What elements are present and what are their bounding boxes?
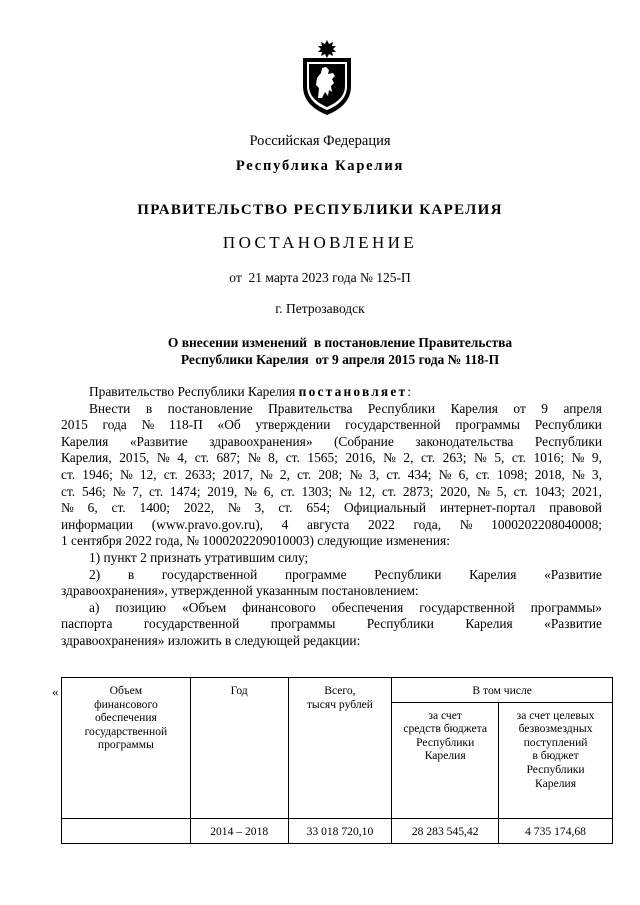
- body-word: апреля: [563, 400, 602, 416]
- body-word: ст.: [163, 466, 178, 482]
- body-word: ст.: [194, 450, 209, 466]
- body-word: ст.: [61, 483, 76, 499]
- body-word: «Об: [217, 417, 241, 433]
- body-word: 2019,: [207, 483, 238, 499]
- body-word: законодательства: [415, 433, 514, 449]
- body-word: 118-П: [169, 417, 203, 433]
- cell-year: 2014 – 2018: [190, 819, 288, 844]
- body-word: здравоохранения»: [209, 433, 313, 449]
- body-word: №: [227, 500, 241, 516]
- body-word: года: [102, 417, 127, 433]
- body-word: 2022,: [183, 500, 214, 516]
- body-word: 7,: [132, 483, 143, 499]
- body-word: здравоохранения»: [61, 632, 168, 648]
- body-word: №: [477, 483, 490, 499]
- body-word: №: [186, 533, 203, 549]
- body-word: августа: [307, 516, 350, 532]
- body-word: здравоохранения»,: [61, 583, 172, 599]
- body-word: паспорта: [61, 616, 113, 632]
- body-word: ст.: [475, 466, 490, 482]
- cell-grants: 4 735 174,68: [499, 819, 613, 844]
- body-word: государственной: [419, 599, 515, 615]
- body-word: №: [259, 466, 273, 482]
- body-word: следующей: [234, 632, 304, 648]
- body-word: №: [459, 516, 473, 532]
- body-word: ст.: [511, 450, 527, 466]
- body-word: информации: [61, 516, 134, 532]
- body-word: 434;: [407, 466, 432, 482]
- body-word: Республики: [367, 400, 436, 416]
- body-word: 6,: [263, 483, 274, 499]
- body-word: 2021,: [571, 483, 602, 499]
- body-word: государственной: [161, 566, 258, 582]
- body-word: Внести: [89, 400, 131, 416]
- body-word: №: [112, 483, 126, 499]
- body-word: 1043;: [534, 483, 566, 499]
- body-word: 5,: [494, 450, 505, 466]
- body-word: редакции:: [303, 632, 361, 648]
- body-word: пункт: [103, 549, 141, 565]
- body-line: [61, 500, 602, 517]
- body-word: изложить: [167, 632, 225, 648]
- body-word: года,: [413, 516, 442, 532]
- header-regional-budget: за счет средств бюджета Республики Карелия: [392, 702, 499, 818]
- body-word: ст.: [297, 466, 312, 482]
- body-word: Карелия: [450, 400, 498, 416]
- body-word: государственной: [143, 616, 240, 632]
- body-word: 6,: [87, 500, 98, 516]
- body-word: ст.: [280, 483, 295, 499]
- body-line: [61, 533, 602, 550]
- body-word: Карелия,: [61, 450, 112, 466]
- body-word: в: [145, 400, 153, 416]
- body-word: 2022: [368, 516, 395, 532]
- body-word: №: [438, 466, 452, 482]
- body-word: 2022: [125, 533, 156, 549]
- body-word: №: [119, 466, 133, 482]
- body-word: «Объем: [182, 599, 227, 615]
- body-word: 263;: [442, 450, 467, 466]
- body-word: интернет-портал: [439, 500, 536, 516]
- body-line: [61, 567, 602, 584]
- body-word: 2015,: [119, 450, 150, 466]
- subject-line: Республики Карелия от 9 апреля 2015 года № 118-П: [180, 352, 500, 367]
- body-word: 5,: [496, 483, 507, 499]
- body-word: от: [513, 400, 526, 416]
- preamble-colon: :: [407, 384, 412, 399]
- body-word: 2015: [61, 417, 88, 433]
- body-word: Республики: [534, 417, 602, 433]
- body-word: постановлением:: [321, 583, 419, 599]
- body-line: [61, 417, 602, 434]
- body-word: утвержденной: [171, 583, 257, 599]
- body-word: ст.: [513, 483, 528, 499]
- body-line: [61, 517, 602, 534]
- body-word: признать: [150, 549, 205, 565]
- body-word: сентября: [71, 533, 126, 549]
- body-word: 2): [89, 566, 101, 582]
- body-word: ст.: [381, 483, 397, 499]
- body-word: Карелия: [465, 616, 513, 632]
- body-word: 6,: [458, 466, 469, 482]
- body-word: 654;: [306, 500, 331, 516]
- body-line: [61, 467, 602, 484]
- table-header-row: [62, 678, 613, 703]
- body-word: ст.: [111, 500, 126, 516]
- body-word: утратившим: [204, 549, 279, 565]
- header-year: Год: [190, 678, 288, 819]
- body-word: 1098;: [497, 466, 528, 482]
- preamble-text: Правительство Республики Карелия: [89, 384, 299, 399]
- body-word: 3,: [369, 466, 380, 482]
- body-word: ст.: [420, 450, 436, 466]
- body-word: следующие: [317, 533, 386, 549]
- body-word: ст.: [386, 466, 401, 482]
- body-word: №: [247, 450, 261, 466]
- cell-empty: [62, 819, 191, 844]
- body-line: [61, 401, 602, 418]
- table-open-quote: «: [52, 684, 59, 699]
- body-word: 3,: [591, 466, 602, 482]
- body-word: 2: [140, 549, 151, 565]
- body-word: Карелия: [61, 433, 109, 449]
- body-word: 1474;: [169, 483, 201, 499]
- body-word: 1000202209010003): [202, 533, 318, 549]
- preamble-verb: постановляет: [298, 384, 408, 399]
- body-word: 8,: [268, 450, 279, 466]
- body-word: №: [61, 500, 74, 516]
- body-word: (www.pravo.gov.ru),: [151, 516, 263, 532]
- body-word: 1565;: [307, 450, 338, 466]
- body-word: 2,: [403, 450, 414, 466]
- body-word: постановление: [167, 400, 253, 416]
- body-word: указанным: [256, 583, 322, 599]
- body-word: (Собрание: [333, 433, 394, 449]
- body-word: года,: [155, 533, 187, 549]
- body-line: [61, 583, 602, 600]
- body-word: 4,: [177, 450, 188, 466]
- country-name: Российская Федерация: [249, 133, 391, 149]
- republic-name: Республика Карелия: [235, 158, 405, 174]
- header-targeted-grants: за счет целевых безвозмездных поступлений в бюджет Республики Карелия: [499, 702, 613, 818]
- header-financing-volume: Объем финансового обеспечения государственной программы: [62, 678, 191, 819]
- document-type: ПОСТАНОВЛЕНИЕ: [222, 233, 418, 252]
- body-word: №: [244, 483, 257, 499]
- body-word: №: [349, 466, 363, 482]
- body-word: №: [383, 450, 396, 466]
- body-word: силу;: [278, 549, 309, 565]
- subject-line: О внесении изменений в постановление Правительства: [167, 335, 513, 350]
- body-word: Республики: [366, 616, 434, 632]
- body-word: №: [338, 483, 352, 499]
- body-line: [61, 616, 602, 633]
- body-word: 1400;: [139, 500, 171, 516]
- body-word: 2633;: [185, 466, 216, 482]
- body-word: 687;: [216, 450, 241, 466]
- body-word: а): [89, 599, 100, 615]
- coat-of-arms-karelia-emblem: [299, 40, 355, 116]
- body-word: «Развитие: [544, 566, 602, 582]
- body-word: №: [156, 450, 170, 466]
- body-line: [61, 450, 602, 467]
- document-city: г. Петрозаводск: [275, 301, 365, 316]
- body-word: 1: [61, 533, 72, 549]
- body-word: Правительства: [268, 400, 353, 416]
- body-word: 546;: [81, 483, 106, 499]
- cell-budget: 28 283 545,42: [392, 819, 499, 844]
- body-word: программы: [455, 417, 520, 433]
- body-word: ст.: [61, 466, 76, 482]
- body-word: 1): [89, 549, 104, 565]
- body-word: Официальный: [344, 500, 427, 516]
- body-word: 1000202208040008;: [491, 516, 602, 532]
- body-word: обеспечения: [331, 599, 404, 615]
- body-word: позицию: [115, 599, 167, 615]
- body-word: 2020,: [440, 483, 471, 499]
- body-word: в: [127, 566, 135, 582]
- body-word: 2873;: [402, 483, 434, 499]
- body-word: 12,: [139, 466, 157, 482]
- document-subject: [130, 334, 550, 368]
- body-word: 2017,: [222, 466, 253, 482]
- body-word: программы»: [530, 599, 602, 615]
- cell-total: 33 018 720,10: [288, 819, 392, 844]
- body-word: №: [571, 466, 585, 482]
- body-word: 1016;: [533, 450, 565, 466]
- body-word: правовой: [549, 500, 602, 516]
- body-word: №: [474, 450, 487, 466]
- financing-table: [61, 677, 613, 844]
- header-including: В том числе: [392, 678, 613, 703]
- body-line: [61, 550, 602, 567]
- body-word: Республики: [374, 566, 442, 582]
- body-word: 3,: [254, 500, 265, 516]
- header-total: Всего, тысяч рублей: [288, 678, 392, 819]
- body-word: финансового: [242, 599, 316, 615]
- body-word: 2018,: [534, 466, 565, 482]
- body-word: 2,: [279, 466, 290, 482]
- preamble-line: [61, 384, 602, 401]
- body-line: [61, 633, 602, 650]
- body-word: государственной: [345, 417, 441, 433]
- body-word: ст.: [278, 500, 293, 516]
- body-line: [61, 600, 602, 617]
- body-word: №: [571, 450, 585, 466]
- document-date-number: от 21 марта 2023 года № 125-П: [229, 270, 411, 285]
- body-word: №: [141, 417, 155, 433]
- body-word: 4: [281, 516, 289, 532]
- body-word: 1303;: [301, 483, 333, 499]
- body-word: Республики: [534, 433, 602, 449]
- table-row: [62, 819, 613, 844]
- document-body: [61, 384, 602, 650]
- body-word: Карелия: [469, 566, 517, 582]
- government-name: ПРАВИТЕЛЬСТВО РЕСПУБЛИКИ КАРЕЛИЯ: [137, 202, 503, 218]
- body-word: 2016,: [345, 450, 376, 466]
- body-word: 12,: [358, 483, 376, 499]
- body-word: программы: [270, 616, 336, 632]
- body-word: программе: [284, 566, 347, 582]
- body-word: «Развитие: [544, 616, 602, 632]
- body-word: ст.: [148, 483, 164, 499]
- body-word: в: [225, 632, 235, 648]
- body-word: «Развитие: [129, 433, 188, 449]
- body-line: [61, 484, 602, 501]
- body-word: утверждении: [255, 417, 331, 433]
- body-word: изменения:: [385, 533, 450, 549]
- body-word: ст.: [285, 450, 300, 466]
- body-word: 9: [541, 400, 548, 416]
- body-line: [61, 434, 602, 451]
- body-word: 1946;: [82, 466, 113, 482]
- body-word: 208;: [318, 466, 343, 482]
- body-word: 9,: [591, 450, 602, 466]
